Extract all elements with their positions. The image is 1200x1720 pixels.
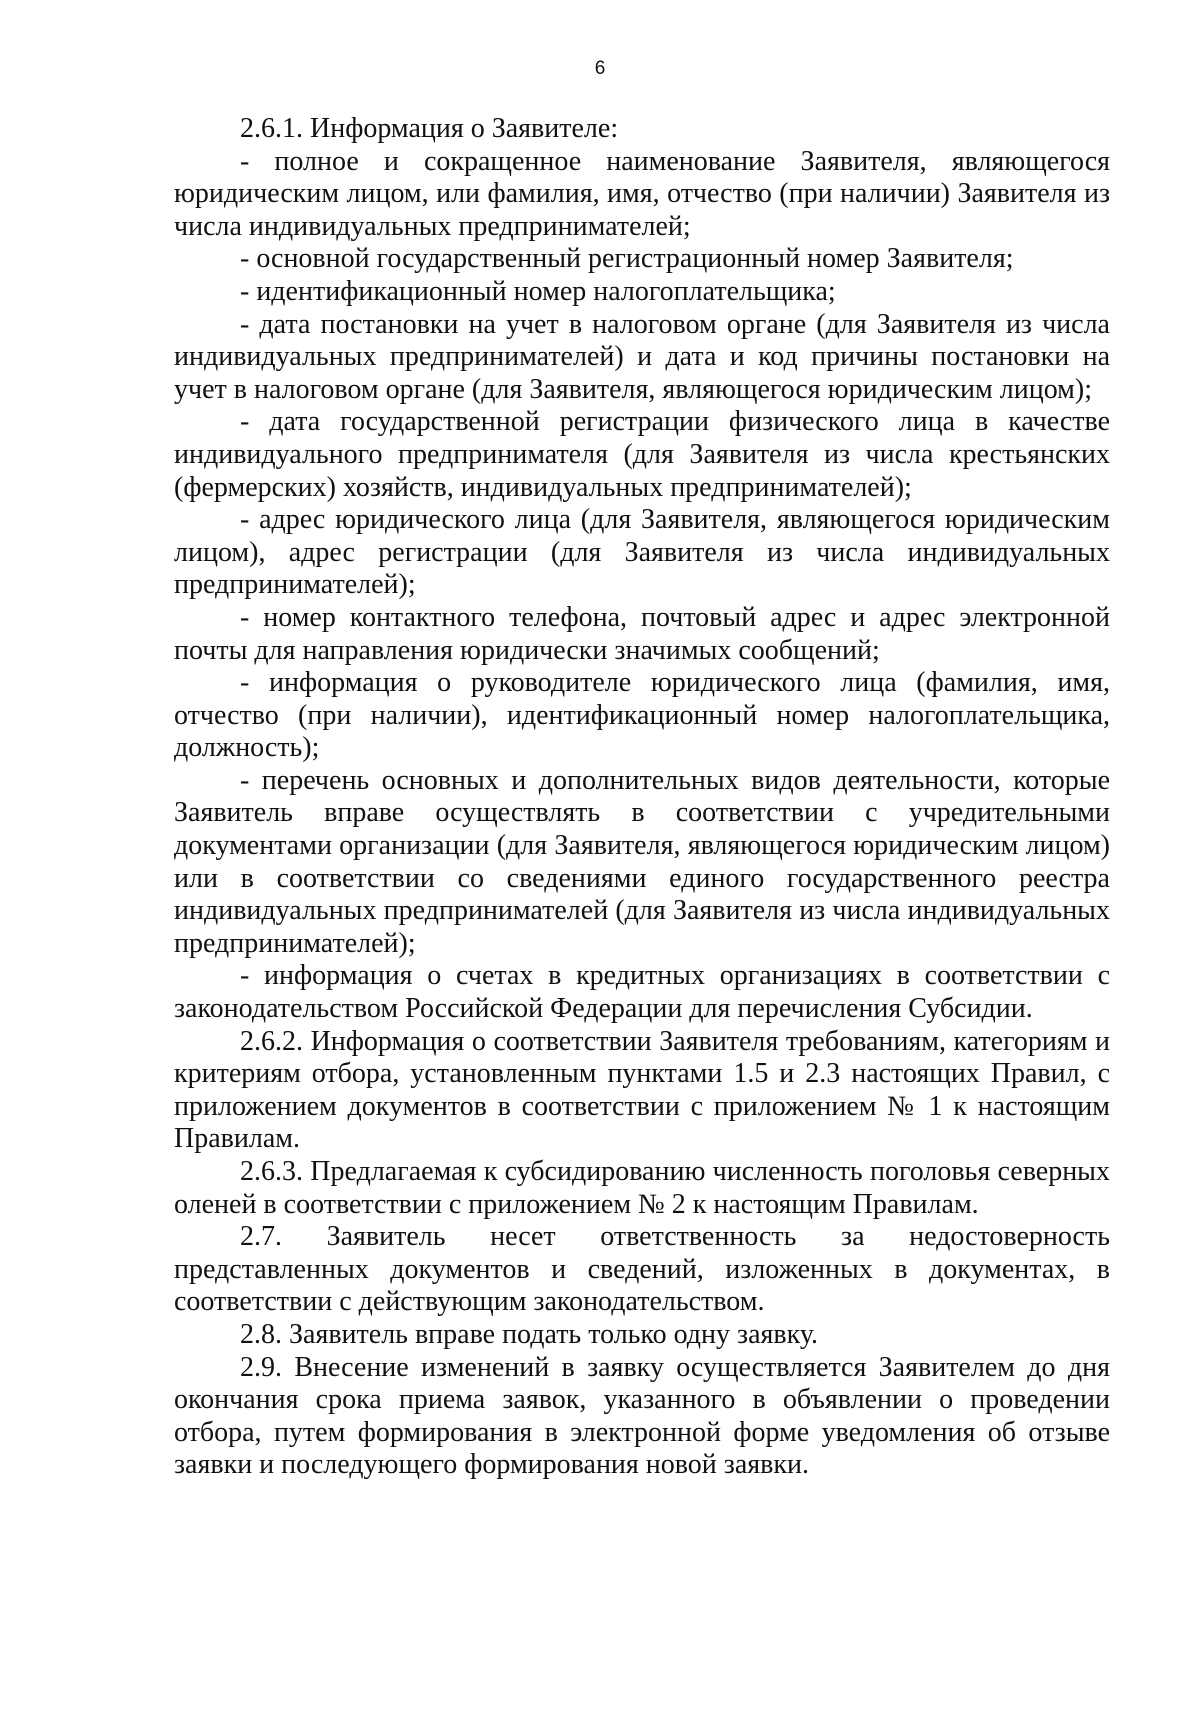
list-item-address: - адрес юридического лица (для Заявителя, являющегося юридическим лицом), адрес регистрации (для Заявителя из числа индивидуальных предпринимателей); xyxy=(174,504,1110,601)
paragraph-2-8: 2.8. Заявитель вправе подать только одну заявку. xyxy=(240,1318,819,1350)
list-item-ogrn: - основной государственный регистрационный номер Заявителя; xyxy=(240,243,1014,275)
list-item-applicant-name: - полное и сокращенное наименование Заявителя, являющегося юридическим лицом, или фамилия, имя, отчество (при наличии) Заявителя из числа индивидуальных предпринимателей; xyxy=(174,145,1110,242)
paragraph-2-9: 2.9. Внесение изменений в заявку осуществляется Заявителем до дня окончания срока приема заявок, указанного в объявлении о проведении отбора, путем формирования в электронной форме уведомления об отзыве заявки и последующего формирования новой заявки. xyxy=(174,1351,1110,1481)
paragraph-2-6-3: 2.6.3. Предлагаемая к субсидированию численность поголовья северных оленей в соответствии с приложением № 2 к настоящим Правилам. xyxy=(174,1156,1110,1220)
paragraph-2-6-2: 2.6.2. Информация о соответствии Заявителя требованиям, категориям и критериям отбора, установленным пунктами 1.5 и 2.3 настоящих Правил, с приложением документов в соответствии с приложением № 1 к настоящим Правилам. xyxy=(174,1025,1110,1155)
list-item-inn: - идентификационный номер налогоплательщика; xyxy=(240,275,836,307)
list-item-state-registration: - дата государственной регистрации физического лица в качестве индивидуального предпринимателя (для Заявителя из числа крестьянских (фермерских) хозяйств, индивидуальных предпринимателей); xyxy=(174,406,1110,503)
list-item-activities: - перечень основных и дополнительных видов деятельности, которые Заявитель вправе осуществлять в соответствии с учредительными документами организации (для Заявителя, являющегося юридическим лицом) или в соответствии со сведениями единого государственного реестра индивидуальных предпринимателей (для Заявителя из числа индивидуальных предпринимателей); xyxy=(174,764,1110,959)
page-number: 6 xyxy=(594,58,606,79)
document-body xyxy=(174,113,1110,1482)
list-item-contacts: - номер контактного телефона, почтовый адрес и адрес электронной почты для направления юридически значимых сообщений; xyxy=(174,601,1110,666)
paragraph-2-6-1-heading: 2.6.1. Информация о Заявителе: xyxy=(240,113,619,144)
list-item-bank-accounts: - информация о счетах в кредитных организациях в соответствии с законодательством Российской Федерации для перечисления Субсидии. xyxy=(174,960,1110,1025)
list-item-head-info: - информация о руководителе юридического лица (фамилия, имя, отчество (при наличии), идентификационный номер налогоплательщика, должность); xyxy=(174,667,1110,764)
list-item-tax-registration: - дата постановки на учет в налоговом органе (для Заявителя из числа индивидуальных предпринимателей) и дата и код причины постановки на учет в налоговом органе (для Заявителя, являющегося юридическим лицом); xyxy=(174,308,1110,405)
paragraph-2-7: 2.7. Заявитель несет ответственность за недостоверность представленных документов и сведений, изложенных в документах, в соответствии с действующим законодательством. xyxy=(174,1221,1110,1318)
